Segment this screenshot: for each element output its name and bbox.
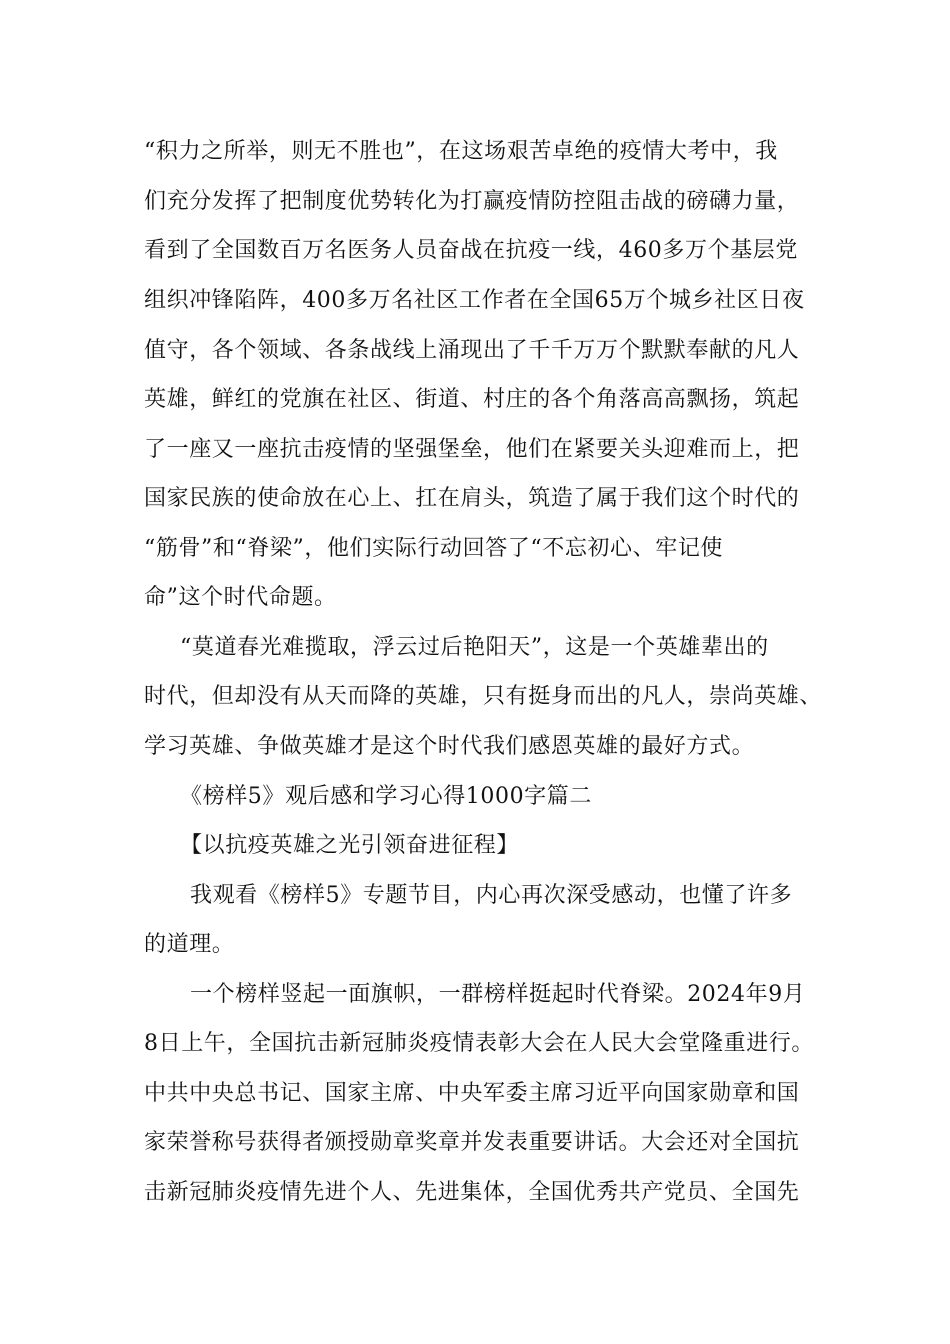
text-line: 值守，各个领域、各条战线上涌现出了千千万万个默默奉献的凡人: [144, 338, 800, 363]
section-heading: 【以抗疫英雄之光引领奋进征程】: [180, 833, 520, 858]
text-line: 们充分发挥了把制度优势转化为打赢疫情防控阻击战的磅礴力量，: [144, 189, 800, 214]
text-line: 组织冲锋陷阵，400多万名社区工作者在全国65万个城乡社区日夜: [144, 288, 805, 313]
text-line: 命”这个时代命题。: [144, 585, 337, 610]
text-line: 国家民族的使命放在心上、扛在肩头，筑造了属于我们这个时代的: [144, 486, 800, 511]
text-line: 了一座又一座抗击疫情的坚强堡垒，他们在紧要关头迎难而上，把: [144, 437, 800, 462]
text-line: “莫道春光难揽取，浮云过后艳阳天”，这是一个英雄辈出的: [180, 635, 769, 660]
text-line: 看到了全国数百万名医务人员奋战在抗疫一线，460多万个基层党: [144, 238, 798, 263]
text-line: 一个榜样竖起一面旗帜，一群榜样挺起时代脊梁。2024年9月: [190, 982, 806, 1007]
text-line: 中共中央总书记、国家主席、中央军委主席习近平向国家勋章和国: [144, 1081, 800, 1106]
text-line: “积力之所举，则无不胜也”，在这场艰苦卓绝的疫情大考中，我: [144, 139, 778, 164]
section-title: 《榜样5》观后感和学习心得1000字篇二: [180, 784, 592, 809]
text-line: 8日上午，全国抗击新冠肺炎疫情表彰大会在人民大会堂隆重进行。: [144, 1031, 814, 1056]
text-line: “筋骨”和“脊梁”，他们实际行动回答了“不忘初心、牢记使: [144, 536, 724, 561]
text-line: 学习英雄、争做英雄才是这个时代我们感恩英雄的最好方式。: [144, 734, 755, 759]
text-line: 英雄，鲜红的党旗在社区、街道、村庄的各个角落高高飘扬，筑起: [144, 387, 800, 412]
text-line: 的道理。: [144, 932, 235, 957]
text-line: 时代，但却没有从天而降的英雄，只有挺身而出的凡人，崇尚英雄、: [144, 684, 823, 709]
text-line: 家荣誉称号获得者颁授勋章奖章并发表重要讲话。大会还对全国抗: [144, 1130, 800, 1155]
text-line: 击新冠肺炎疫情先进个人、先进集体，全国优秀共产党员、全国先: [144, 1180, 800, 1205]
text-line: 我观看《榜样5》专题节目，内心再次深受感动，也懂了许多: [190, 883, 793, 908]
